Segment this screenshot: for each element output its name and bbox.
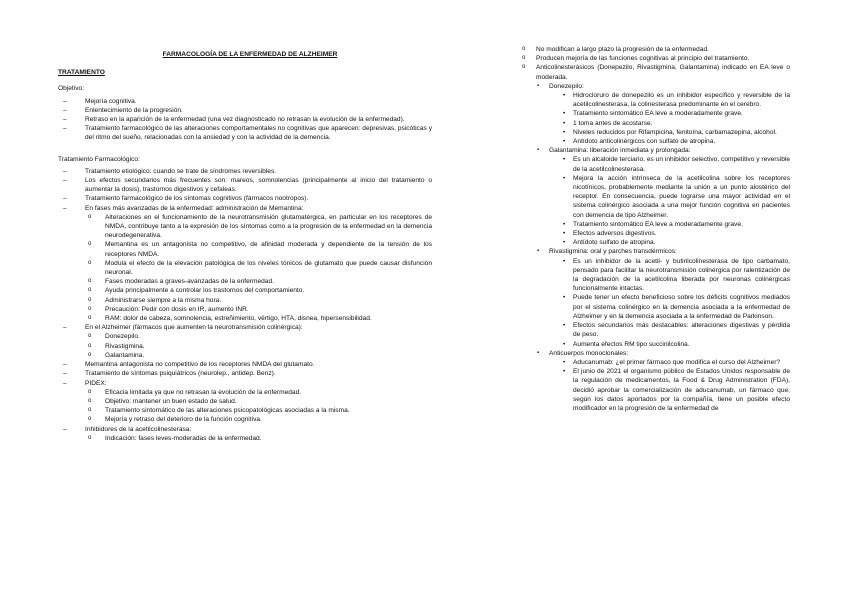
drug-point: • Efectos adversos digestivos. xyxy=(561,229,790,238)
drug-point: • Antídoto sulfato de atropina. xyxy=(561,238,790,247)
section-heading: TRATAMIENTO xyxy=(58,69,105,77)
pharma-subitem: o Eficacia limitada ya que no retrasan la evolución de la enfermedad. xyxy=(85,388,432,397)
pharma-list xyxy=(58,167,432,443)
objective-label: Objetivo: xyxy=(58,85,85,93)
drug-points xyxy=(561,257,790,349)
drug-name: Donezepilo: xyxy=(549,82,584,90)
objective-item: – Tratamiento farmacológico de las alteraciones comportamentales no cognitivas que aparecen: depresivas, psicóticas y del ritmo del sueño, relacionadas con la ansiedad y con la actividad de la demencia. xyxy=(58,124,432,142)
objectives-list xyxy=(58,97,432,143)
pharma-subitem: o Fases moderadas a graves-avanzadas de la enfermedad. xyxy=(85,277,432,286)
pharma-item-text: Tratamiento farmacológico de los síntomas cognitivos (fármacos nootropos). xyxy=(85,195,309,203)
drug-point: • Antídoto anticolinérgicos con sulfato de atropina. xyxy=(561,137,790,146)
pharma-subitem: o Rivastigmina. xyxy=(85,342,432,351)
document-title: FARMACOLOGÍA DE LA ENFERMEDAD DE ALZHEIMER xyxy=(162,51,338,58)
pharma-item xyxy=(58,167,432,176)
drug-name: Anticuerpos monoclonales: xyxy=(549,349,629,357)
pharma-item xyxy=(58,204,432,213)
pharma-subitem: o Alteraciones en el funcionamiento de la neurotransmisión glutamatérgica, en particular en los receptores de NMDA, contribuye tanto a la expresión de los síntomas como a la progresión de la enfermedad en la demencia neurodegenerativa. xyxy=(85,213,432,241)
pharma-item xyxy=(58,369,432,378)
drug-item xyxy=(536,247,790,348)
pharma-subitem: o Memantina es un antagonista no competitivo, de afinidad moderada y dependiente de la tensión de los receptores NMDA. xyxy=(85,240,432,258)
pharma-item-text: Inhibidores de la acetilcolinesterasa: xyxy=(85,425,192,433)
pharma-item-text: En el Alzheimer (fármacos que aumenten la neurotransmisión colinérgica): xyxy=(85,324,303,332)
pharma-sublist xyxy=(58,332,432,360)
pharma-subitem: o Donezepilo. xyxy=(85,332,432,341)
drug-item xyxy=(536,146,790,247)
drug-points xyxy=(561,155,790,247)
pharma-item-text: En fases más avanzadas de la enfermedad: administración de Memantina: xyxy=(85,204,304,212)
pharma-subitem: o Precaución: Pedir con dosis en IR, aumento INR. xyxy=(85,305,432,314)
objective-item: – Enlentecimiento de la progresión. xyxy=(58,106,432,115)
pharma-sublist-wrapper xyxy=(58,434,432,443)
drug-name: Rivastigmina: oral y parches transdérmicos: xyxy=(549,248,677,256)
drug-point: • El junio de 2021 el organismo público de Estados Unidos responsable de la regulación de medicamentos, la Food & Drug Administration (FDA), decidió aprobar la comercialización de aducanumab, un fármaco que, según los datos aportados por la compañía, tiene un posible efecto modificador en la progresión de la enfermedad de xyxy=(561,367,790,413)
pharma-item-text: Los efectos secundarios más frecuentes son: mareos, somnolencias (principalmente al inicio del tratamiento o aumentar la dosis), trastornos digestivos y cefaleas. xyxy=(85,177,432,194)
pharma-subitem: o Objetivo: mantener un buen estado de salud. xyxy=(85,397,432,406)
drug-point: • Mejora la acción intrínseca de la acetilcolina sobre los receptores nicotínicos, probablemente mediante la unión a un punto alostérico del receptor. En consecuencia, puede lograrse una mayor actividad en el sistema colinérgico asociada a una mejor función cognitiva en pacientes con demencia de tipo Alzheimer. xyxy=(561,174,790,220)
pharma-item xyxy=(58,425,432,434)
drug-point: • Hidrocloruro de donepezilo es un inhibidor específico y reversible de la acetilcolinesterasa, la colinesterasa predominante en el cerebro. xyxy=(561,91,790,109)
pharma-sublist-wrapper xyxy=(58,388,432,425)
drug-point: • Aumenta efectos RM tipo succinilcolina. xyxy=(561,340,790,349)
drug-point: • Tratamiento sintomático EA leve a moderadamente grave. xyxy=(561,109,790,118)
drug-point: • 1 toma antes de acostarse. xyxy=(561,119,790,128)
pharma-subitem: o Administrarse siempre a la misma hora. xyxy=(85,296,432,305)
drug-point: • Es un inhibidor de la acetil- y butirilcolinesterasa de tipo carbamato, pensado para facilitar la neurotransmisión colinérgica por ralentización de la degradación de la acetilcolina liberada por neuronas colinérgicas funcionalmente intactas. xyxy=(561,257,790,294)
pharma-subitem: o RAM: dolor de cabeza, somnolencia, estreñimiento, vértigo, HTA, disnea, hipersensibilidad. xyxy=(85,314,432,323)
drug-item xyxy=(536,82,790,146)
pharma-sublist xyxy=(58,213,432,323)
pharma-item-text: Tratamiento de síntomas psiquiátricos (neurolep., antidep. Benz). xyxy=(85,370,276,378)
drug-point: • Tratamiento sintomático EA leve a moderadamente grave. xyxy=(561,220,790,229)
drug-point: • Efectos secundarios más destacables: alteraciones digestivas y pérdida de peso. xyxy=(561,321,790,339)
pharma-subitem: o Mejoría y retraso del deterioro de la función cognitiva. xyxy=(85,415,432,424)
pharma-sublist-wrapper xyxy=(58,213,432,323)
drug-item xyxy=(536,349,790,413)
pharma-subitem: o Tratamiento sintomático de las alteraciones psicopatológicas asociadas a la misma. xyxy=(85,406,432,415)
objective-item: – Mejoría cognitiva. xyxy=(58,97,432,106)
pharma-sublist-wrapper xyxy=(58,332,432,360)
pharma-item xyxy=(58,360,432,369)
drug-point: • Aducanumab: ¿el primer fármaco que modifica el curso del Alzheimer? xyxy=(561,358,790,367)
right-intro-list xyxy=(522,45,790,82)
left-column xyxy=(58,0,432,443)
pharma-subitem: o Modula el efecto de la elevación patológica de los niveles tónicos de glutamato que puede causar disfunción neuronal. xyxy=(85,259,432,277)
drug-name: Galantamina: liberación inmediata y prolongada: xyxy=(549,147,691,155)
pharma-item-text: PIDEX: xyxy=(85,379,107,387)
pharma-item xyxy=(58,176,432,194)
pharma-item-text: Tratamiento etiológico: cuando se trate de síndromes reversibles. xyxy=(85,167,277,175)
pharma-subitem: o Galantamina. xyxy=(85,351,432,360)
pharma-item xyxy=(58,379,432,388)
objective-item: – Retraso en la aparición de la enfermedad (una vez diagnosticado no retrasan la evolución de la enfermedad). xyxy=(58,115,432,124)
pharma-subitem: o Indicación: fases leves-moderadas de la enfermedad. xyxy=(85,434,432,443)
drug-point: • Puede tener un efecto beneficioso sobre los déficits cognitivos mediados por el sistema colinérgico en la demencia asociada a la enfermedad de Alzheimer y en la demencia asociada a la enfermedad de Parkinson. xyxy=(561,293,790,321)
pharma-item-text: Memantina antagonista no competitivo de los receptores NMDA del glutamato. xyxy=(85,361,315,369)
drug-points xyxy=(561,91,790,146)
pharma-subitem: o Ayuda principalmente a controlar los trastornos del comportamiento. xyxy=(85,286,432,295)
intro-item: o Producen mejoría de las funciones cognitivas al principio del tratamiento. xyxy=(522,54,790,63)
drug-point: • Es un alcaloide terciario, es un inhibidor selectivo, competitivo y reversible de la acetilcolinesterasa. xyxy=(561,155,790,173)
drug-list xyxy=(536,82,790,413)
pharma-item xyxy=(58,323,432,332)
pharma-sublist xyxy=(58,388,432,425)
pharma-sublist xyxy=(58,434,432,443)
pharma-label: Tratamiento Farmacológico: xyxy=(58,155,140,163)
right-column xyxy=(522,0,790,413)
intro-item: o No modifican a largo plazo la progresión de la enfermedad. xyxy=(522,45,790,54)
intro-item: o Anticolinesterásicos (Donepezilo, Rivastigmina, Galantamina) indicado en EA leve o moderada. xyxy=(522,63,790,81)
drug-points xyxy=(561,358,790,413)
pharma-item xyxy=(58,194,432,203)
drug-point: • Niveles reducidos por Rifampicina, fenitoína, carbamazepina, alcohol. xyxy=(561,128,790,137)
